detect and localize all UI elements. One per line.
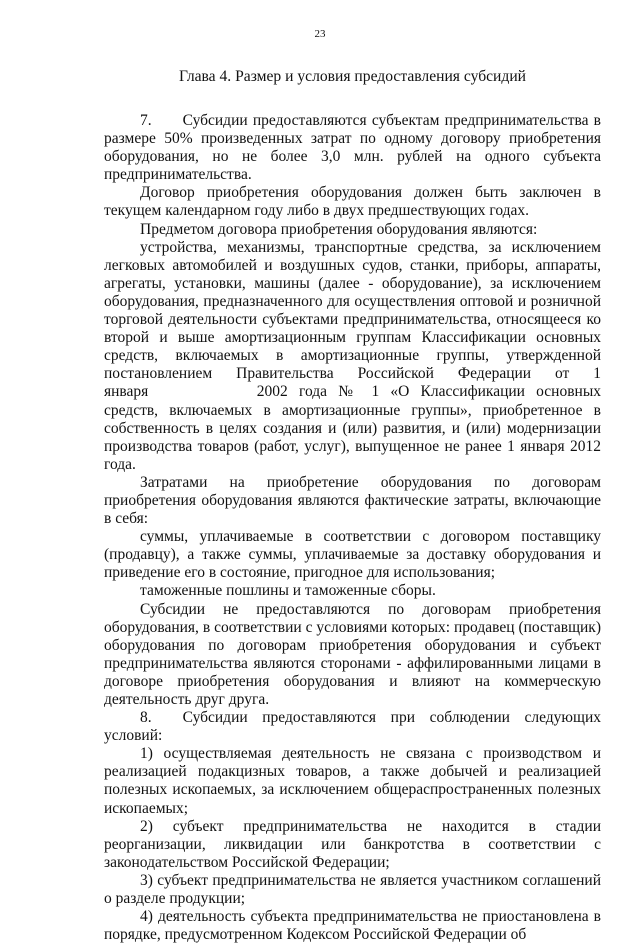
paragraph-costs: Затратами на приобретение оборудования по договорам приобретения оборудования являются фактические затраты, включающие в себя: <box>104 473 601 528</box>
paragraph-contract-subject: Предметом договора приобретения оборудования являются: <box>140 220 538 238</box>
paragraph-payments: суммы, уплачиваемые в соответствии с договором поставщику (продавцу), а также суммы, уплачиваемые за доставку оборудования и приведение его в состояние, пригодное для использования; <box>104 528 601 582</box>
paragraph-condition-4: 4) деятельность субъекта предпринимательства не приостановлена в порядке, предусмотренном Кодексом Российской Федерации об <box>104 908 601 944</box>
paragraph-condition-1: 1) осуществляемая деятельность не связана с производством и реализацией подакцизных товаров, а также добычей и реализацией полезных ископаемых, за исключением общераспространенных полезных ископаемых; <box>104 745 601 817</box>
paragraph-contract-term: Договор приобретения оборудования должен быть заключен в текущем календарном году либо в двух предшествующих годах. <box>104 184 601 220</box>
paragraph-item-7: 7. Субсидии предоставляются субъектам предпринимательства в размере 50% произведенных затрат по одному договору приобретения оборудования, но не более 3,0 млн. рублей на одного субъекта предпринимательства. <box>104 112 601 184</box>
page-number: 23 <box>314 28 326 40</box>
paragraph-equipment-definition: устройства, механизмы, транспортные средства, за исключением легковых автомобилей и воздушных судов, станки, приборы, аппараты, агрегаты, установки, машины (далее - оборудование), за исключением оборудования, предназначенного для осуществления оптовой и розничной торговой деятельности субъектами предпринимательства, относящееся ко второй и выше амортизационным группам Классификации основных средств, включаемых в амортизационные группы, утвержденной постановлением Правительства Российской Федерации от 1 января 2002 года № 1 «О Классификации основных средств, включаемых в амортизационные группы», приобретенное в собственность в целях создания и (или) развития, и (или) модернизации производства товаров (работ, услуг), выпущенное не ранее 1 января 2012 года. <box>104 238 601 473</box>
paragraph-condition-2: 2) субъект предпринимательства не находится в стадии реорганизации, ликвидации или банкротства в соответствии с законодательством Российской Федерации; <box>104 817 601 871</box>
paragraph-customs: таможенные пошлины и таможенные сборы. <box>140 582 436 600</box>
paragraph-condition-3: 3) субъект предпринимательства не является участником соглашений о разделе продукции; <box>104 871 601 908</box>
document-body <box>104 112 601 944</box>
chapter-heading: Глава 4. Размер и условия предоставления субсидий <box>178 68 527 85</box>
paragraph-item-8: 8. Субсидии предоставляются при соблюдении следующих условий: <box>104 709 601 745</box>
paragraph-exclusions: Субсидии не предоставляются по договорам приобретения оборудования, в соответствии с условиями которых: продавец (поставщик) оборудования по договорам приобретения оборудования и субъект предпринимательства являются сторонами - аффилированными лицами в договоре приобретения оборудования и влияют на коммерческую деятельность друг друга. <box>104 600 601 708</box>
